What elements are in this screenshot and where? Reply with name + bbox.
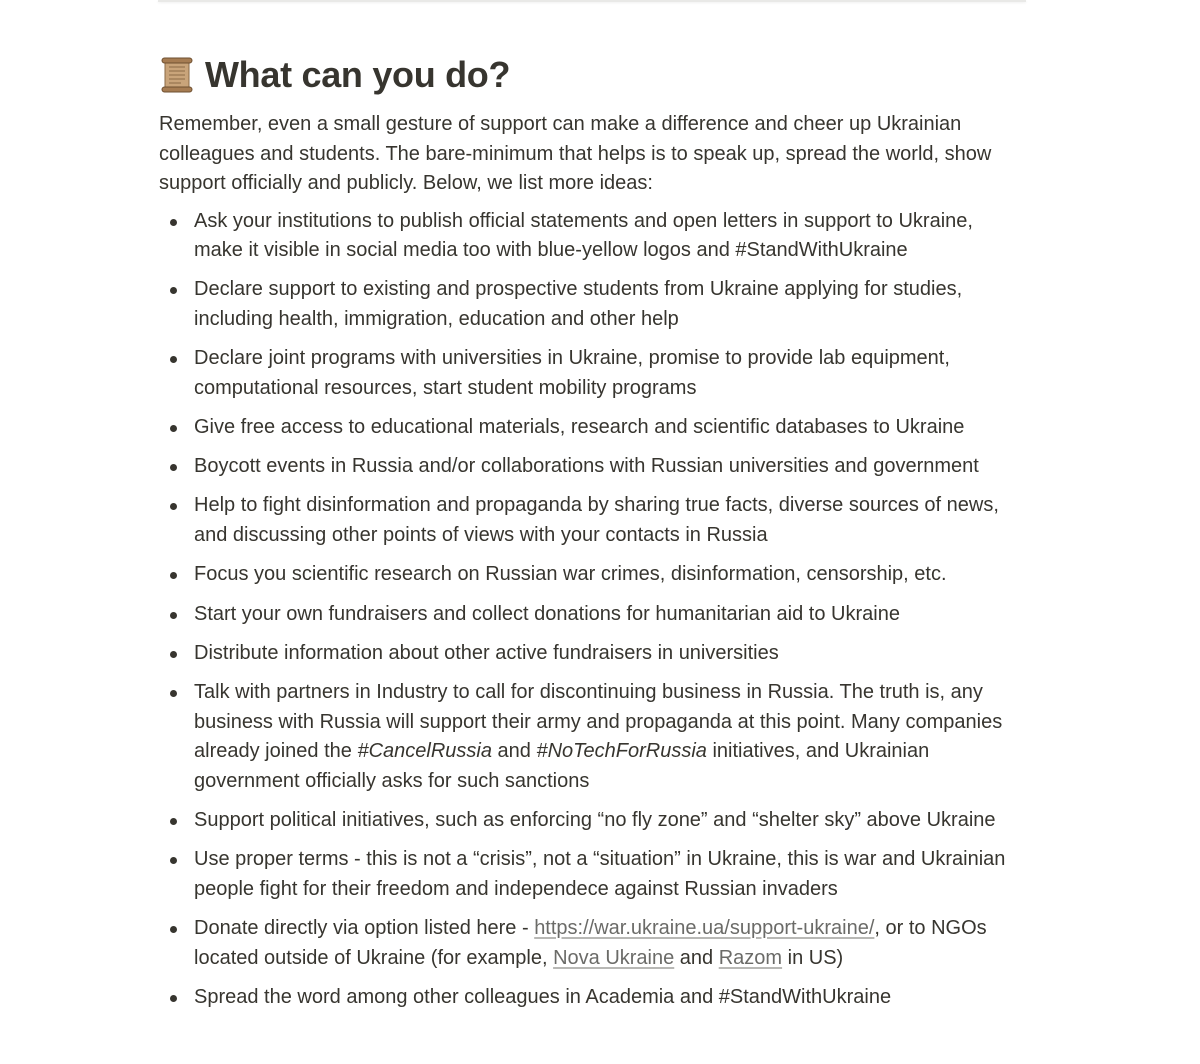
page-title: What can you do? [205,54,511,95]
list-item [159,275,1019,334]
bullet [170,287,177,294]
list-item-industry [159,678,1019,796]
bullet [170,572,177,579]
section-what-can-you-do [159,52,1019,1022]
list-item [159,491,1019,550]
list-item-donate [159,914,1019,973]
nova-ukraine-link[interactable]: Nova Ukraine [553,946,675,969]
donate-text-1: Donate directly via option listed here - [194,917,535,940]
list-item [159,452,1019,482]
bullet [170,464,177,471]
list-item-text: Declare support to existing and prospective students from Ukraine applying for studies, including health, immigration, education and other help [194,278,963,330]
list-item-text: Declare joint programs with universities in Ukraine, promise to provide lab equipment, computational resources, start student mobility programs [194,347,950,399]
industry-text-1: Talk with partners in Industry to call for discontinuing business in Russia. The truth is, any business with Russia will support their army and propaganda at this point. Many companies already joined the [194,681,1003,763]
bullet [170,857,177,864]
bullet [170,356,177,363]
list-item-text: Ask your institutions to publish official statements and open letters in support to Ukraine, make it visible in social media too with blue-yellow logos and #StandWithUkraine [194,209,973,261]
list-item [159,845,1019,904]
list-item [159,600,1019,630]
bullet [170,651,177,658]
bullet [170,818,177,825]
list-item-text: Boycott events in Russia and/or collaborations with Russian universities and government [194,455,979,478]
list-item-text: Start your own fundraisers and collect donations for humanitarian aid to Ukraine [194,602,900,625]
list-item-text: Focus you scientific research on Russian war crimes, disinformation, censorship, etc. [194,563,947,586]
list-item-text: Spread the word among other colleagues in Academia and #StandWithUkraine [194,985,892,1008]
list-item [159,806,1019,836]
scroll-icon [159,56,197,94]
list-item [159,560,1019,590]
list-item [159,344,1019,403]
list-item [159,639,1019,669]
list-item-text: Distribute information about other active fundraisers in universities [194,641,779,664]
intro-paragraph: Remember, even a small gesture of support can make a difference and cheer up Ukrainian colleagues and students. The bare-minimum that helps is to speak up, spread the world, show support officially and publicly. Below, we list more ideas: [159,113,992,194]
donate-text-4: in US) [782,946,844,969]
list-item-text: Help to fight disinformation and propaganda by sharing true facts, diverse sources of news, and discussing other points of views with your contacts in Russia [194,494,999,546]
ideas-list [159,207,1019,1013]
list-item [159,207,1019,266]
section-heading [159,52,1019,98]
bullet [170,690,177,697]
bullet [170,503,177,510]
bullet [170,926,177,933]
list-item [159,983,1019,1013]
list-item-text: Support political initiatives, such as enforcing “no fly zone” and “shelter sky” above Ukraine [194,808,996,831]
donate-text-2: , or to NGOs located outside of Ukraine (for example, [194,917,987,969]
bullet [170,995,177,1002]
bullet [170,612,177,619]
donate-text-3: and [674,946,719,969]
list-item [159,413,1019,443]
hashtag-cancel-russia: #CancelRussia [357,740,492,763]
hashtag-no-tech-for-russia: #NoTechForRussia [536,740,707,763]
razom-link[interactable]: Razom [718,946,783,969]
support-ukraine-link[interactable]: https://war.ukraine.ua/support-ukraine/ [534,917,875,940]
bullet [170,219,177,226]
bullet [170,425,177,432]
top-divider [158,0,1026,2]
list-item-text: Use proper terms - this is not a “crisis”, not a “situation” in Ukraine, this is war and Ukrainian people fight for their freedom and independece against Russian invaders [194,848,1006,900]
list-item-text: Give free access to educational materials, research and scientific databases to Ukraine [194,415,965,438]
industry-text-2: and [491,740,537,763]
industry-text-3: initiatives, and Ukrainian government officially asks for such sanctions [194,740,930,792]
